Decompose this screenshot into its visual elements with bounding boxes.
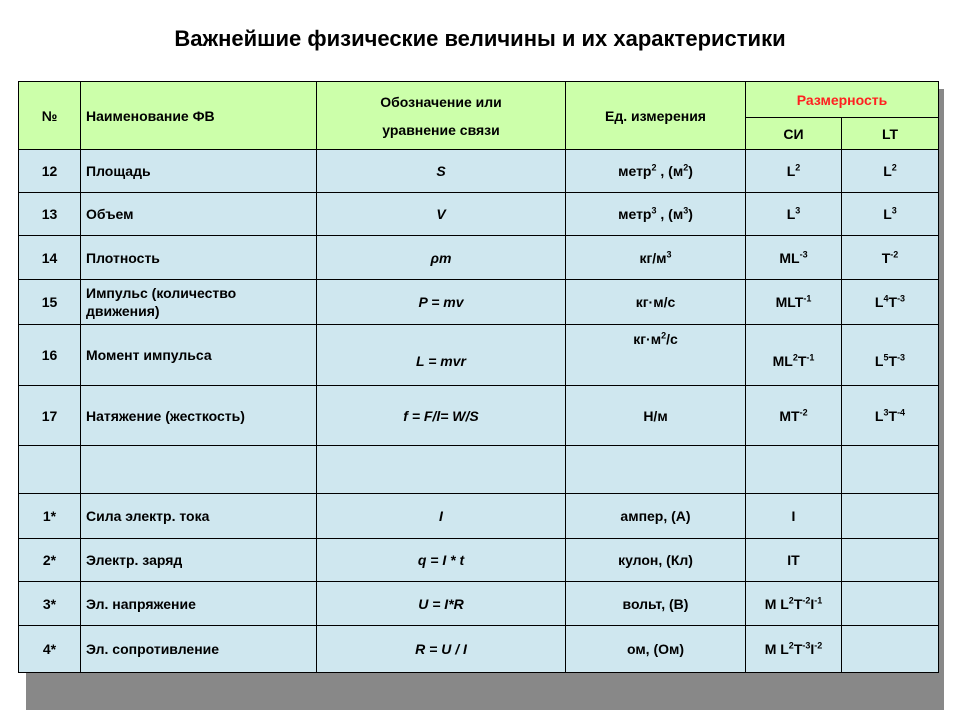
cell-num: 4* (19, 626, 81, 673)
table-row (19, 626, 939, 673)
cell-si: $MT^{-2}$ (746, 386, 842, 446)
cell-symbol (317, 446, 566, 494)
cell-lt: $L^2$ (842, 150, 939, 193)
cell-name: Площадь (81, 150, 317, 193)
cell-unit: метр$^3$ , $(м^3)$ (566, 193, 746, 236)
header-unit: Ед. измерения (566, 82, 746, 150)
table-row (19, 446, 939, 494)
quantities-table (18, 81, 939, 673)
cell-num: 15 (19, 280, 81, 325)
page-title: Важнейшие физические величины и их характеристики (174, 26, 786, 51)
cell-symbol: P = mv (317, 280, 566, 325)
cell-si: IT (746, 539, 842, 582)
cell-symbol: U = I*R (317, 582, 566, 626)
cell-lt: $L^5T^{-3}$ (842, 325, 939, 386)
cell-name: Натяжение (жесткость) (81, 386, 317, 446)
cell-si: M $L^2T^{-2}I^{-1}$ (746, 582, 842, 626)
cell-num: 14 (19, 236, 81, 280)
cell-num: 17 (19, 386, 81, 446)
cell-unit: $кг/м^3$ (566, 236, 746, 280)
table-body (19, 150, 939, 673)
cell-si: $MLT^{-1}$ (746, 280, 842, 325)
cell-si: I (746, 494, 842, 539)
header-num: № (19, 82, 81, 150)
cell-unit: кг·м/с (566, 280, 746, 325)
cell-symbol: L = mvr (317, 325, 566, 386)
header-dimension: Размерность (746, 82, 939, 118)
cell-si: $L^3$ (746, 193, 842, 236)
cell-symbol: R = U / I (317, 626, 566, 673)
cell-unit: вольт, (В) (566, 582, 746, 626)
cell-si: M $L^2T^{-3}I^{-2}$ (746, 626, 842, 673)
table-row (19, 539, 939, 582)
table-row (19, 386, 939, 446)
header-symbol-line2: уравнение связи (382, 121, 500, 138)
cell-name: Электр. заряд (81, 539, 317, 582)
cell-name (81, 446, 317, 494)
table-row (19, 582, 939, 626)
cell-num (19, 446, 81, 494)
cell-name: Плотность (81, 236, 317, 280)
cell-num: 13 (19, 193, 81, 236)
cell-name: Импульс (количество движения) (81, 280, 317, 325)
cell-unit: $кг\cdot м^2/с$ (566, 325, 746, 386)
cell-num: 1* (19, 494, 81, 539)
cell-lt (842, 626, 939, 673)
cell-unit: ампер, (А) (566, 494, 746, 539)
cell-symbol: ρm (317, 236, 566, 280)
cell-unit: кулон, (Кл) (566, 539, 746, 582)
header-name: Наименование ФВ (81, 82, 317, 150)
cell-symbol: V (317, 193, 566, 236)
table-row (19, 494, 939, 539)
header-lt: LT (842, 118, 939, 150)
cell-si: $ML^{-3}$ (746, 236, 842, 280)
cell-num: 12 (19, 150, 81, 193)
cell-num: 16 (19, 325, 81, 386)
header-si: СИ (746, 118, 842, 150)
cell-lt (842, 582, 939, 626)
cell-symbol: f = F/l= W/S (317, 386, 566, 446)
table-row (19, 150, 939, 193)
cell-si: $L^2$ (746, 150, 842, 193)
cell-unit: ом, (Ом) (566, 626, 746, 673)
cell-lt: $L^3T^{-4}$ (842, 386, 939, 446)
cell-symbol: q = I * t (317, 539, 566, 582)
cell-lt: $L^3$ (842, 193, 939, 236)
cell-unit (566, 446, 746, 494)
cell-num: 2* (19, 539, 81, 582)
table-row (19, 193, 939, 236)
cell-name: Эл. сопротивление (81, 626, 317, 673)
cell-lt: $L^4T^{-3}$ (842, 280, 939, 325)
cell-lt: $T^{-2}$ (842, 236, 939, 280)
header-symbol-line1: Обозначение или (380, 93, 502, 110)
cell-lt (842, 539, 939, 582)
cell-name: Эл. напряжение (81, 582, 317, 626)
cell-unit: Н/м (566, 386, 746, 446)
table-row (19, 280, 939, 325)
table-row (19, 236, 939, 280)
cell-si: $ML^2T^{-1}$ (746, 325, 842, 386)
cell-name: Сила электр. тока (81, 494, 317, 539)
cell-symbol: I (317, 494, 566, 539)
table-row (19, 325, 939, 386)
cell-name: Объем (81, 193, 317, 236)
header-symbol (317, 82, 566, 150)
cell-name: Момент импульса (81, 325, 317, 386)
cell-num: 3* (19, 582, 81, 626)
cell-unit: метр$^2$ , $(м^2)$ (566, 150, 746, 193)
cell-si (746, 446, 842, 494)
cell-lt (842, 494, 939, 539)
cell-lt (842, 446, 939, 494)
header-row (19, 82, 939, 118)
cell-symbol: S (317, 150, 566, 193)
